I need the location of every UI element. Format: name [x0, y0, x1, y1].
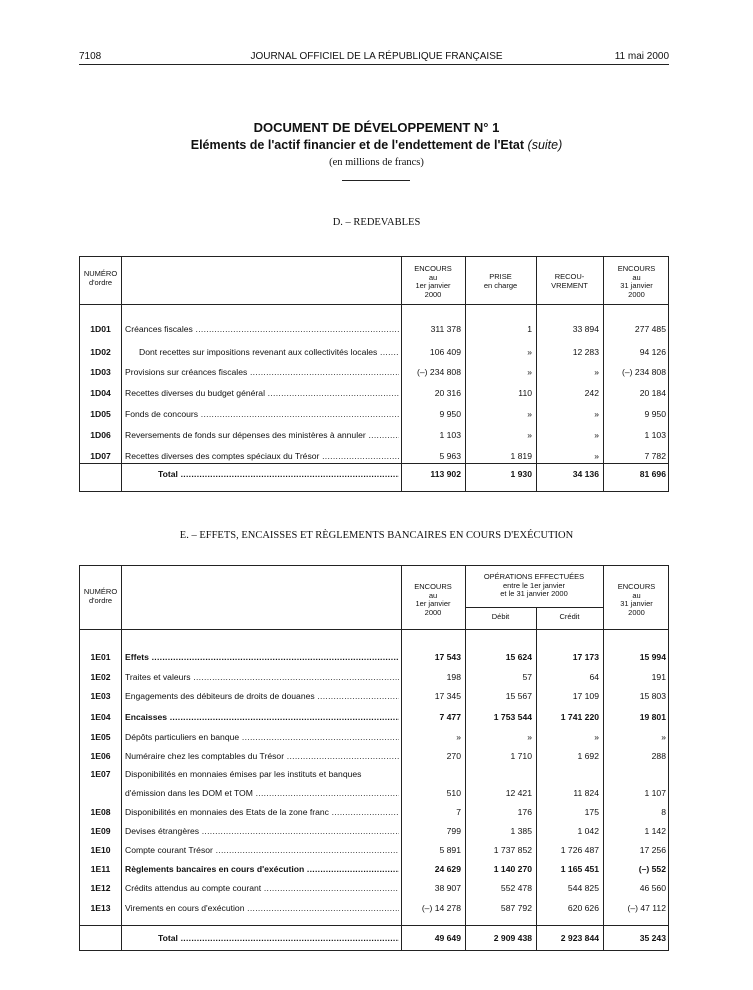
- table-row: [80, 825, 668, 838]
- cell-a: 24 629: [434, 864, 461, 874]
- cell-c: »: [594, 732, 599, 742]
- col-header-encours-debut: ENCOURS au 1er janvier 2000: [414, 582, 452, 617]
- cell-label: Dont recettes sur impositions revenant aux collectivités locales .....: [139, 346, 399, 359]
- cell-c: 33 894: [572, 324, 599, 334]
- cell-d: 1 107: [644, 788, 666, 798]
- cell-code: 1E06: [90, 751, 111, 761]
- cell-label: Crédits attendus au compte courant .....: [125, 882, 399, 895]
- cell-code: 1D05: [90, 409, 111, 419]
- cell-b: »: [527, 409, 532, 419]
- cell-label: Disponibilités en monnaies des Etats de la zone franc .....: [125, 806, 399, 819]
- cell-a: 17 543: [434, 652, 461, 662]
- cell-d: 1 142: [644, 826, 666, 836]
- cell-label: Fonds de concours .....: [125, 408, 399, 421]
- col-header-numero: NUMÉRO d'ordre: [83, 587, 118, 605]
- cell-code: 1D06: [90, 430, 111, 440]
- cell-label: Compte courant Trésor .....: [125, 844, 399, 857]
- subtitle-suffix: (suite): [527, 138, 563, 152]
- cell-b: 2 909 438: [493, 933, 532, 943]
- cell-label: Traites et valeurs .....: [125, 671, 399, 684]
- cell-c: 12 283: [572, 347, 599, 357]
- cell-code: 1D01: [90, 324, 111, 334]
- cell-b: »: [527, 430, 532, 440]
- table-row: [80, 806, 668, 819]
- section-e-heading: E. – EFFETS, ENCAISSES ET RÈGLEMENTS BANCAIRES EN COURS D'EXÉCUTION: [179, 530, 574, 541]
- cell-label: Numéraire chez les comptables du Trésor .....: [125, 750, 399, 763]
- title-rule: [342, 180, 410, 181]
- cell-c: 1 726 487: [560, 845, 599, 855]
- table-row: [80, 408, 668, 421]
- table-row: [80, 651, 668, 664]
- col-header-credit: Crédit: [559, 612, 580, 621]
- table-row: [80, 882, 668, 895]
- cell-c: 64: [589, 672, 599, 682]
- cell-label: Règlements bancaires en cours d'exécution .....: [125, 863, 399, 876]
- page-number: 7108: [79, 51, 102, 62]
- table-row: [80, 768, 668, 781]
- cell-code: 1E10: [90, 845, 111, 855]
- cell-a: 113 902: [430, 469, 461, 479]
- cell-d: 277 485: [634, 324, 666, 334]
- cell-a: 20 316: [434, 388, 461, 398]
- cell-d: 8: [661, 807, 666, 817]
- total-divider: [80, 925, 668, 926]
- cell-b: 1 819: [510, 451, 532, 461]
- cell-b: »: [527, 732, 532, 742]
- table-row: [80, 387, 668, 400]
- subtitle-main: Eléments de l'actif financier et de l'endettement de l'Etat: [190, 138, 525, 152]
- cell-d: 15 803: [639, 691, 666, 701]
- cell-b: 15 624: [505, 652, 532, 662]
- col-header-encours-fin: ENCOURS au 31 janvier 2000: [617, 264, 656, 299]
- col-header-encours-debut: ENCOURS au 1er janvier 2000: [414, 264, 452, 299]
- cell-c: 544 825: [567, 883, 599, 893]
- cell-c: 11 824: [573, 788, 599, 798]
- cell-c: 17 109: [572, 691, 599, 701]
- cell-c: 2 923 844: [560, 933, 599, 943]
- cell-a: 311 378: [430, 324, 461, 334]
- cell-label: Recettes diverses du budget général .....: [125, 387, 399, 400]
- cell-code: 1D03: [90, 367, 111, 377]
- cell-code: 1E01: [90, 652, 111, 662]
- cell-label: Encaisses .....: [125, 711, 399, 724]
- table-row: [80, 902, 668, 915]
- total-row: [80, 932, 668, 945]
- cell-d: 19 801: [639, 712, 666, 722]
- cell-b: »: [527, 367, 532, 377]
- units-note: (en millions de francs): [329, 157, 424, 168]
- cell-d: 1 103: [644, 430, 666, 440]
- publication-date: 11 mai 2000: [614, 51, 669, 62]
- cell-label: Disponibilités en monnaies émises par les instituts et banques: [125, 769, 362, 779]
- cell-label: Créances fiscales .....: [125, 323, 399, 336]
- cell-a: (–) 234 808: [417, 367, 461, 377]
- cell-a: 198: [446, 672, 461, 682]
- cell-d: 94 126: [639, 347, 666, 357]
- ops-divider: [465, 607, 603, 608]
- cell-label: Reversements de fonds sur dépenses des ministères à annuler .....: [125, 429, 399, 442]
- effets-table: [79, 565, 669, 951]
- journal-title: JOURNAL OFFICIEL DE LA RÉPUBLIQUE FRANÇAISE: [250, 51, 503, 62]
- cell-b: 1 930: [510, 469, 532, 479]
- header-divider: [80, 304, 668, 305]
- cell-d: »: [661, 732, 666, 742]
- cell-a: 5 963: [439, 451, 461, 461]
- cell-b: 587 792: [500, 903, 532, 913]
- cell-code: 1E11: [90, 864, 111, 874]
- cell-a: 9 950: [439, 409, 461, 419]
- total-divider: [80, 463, 668, 464]
- cell-a: »: [456, 732, 461, 742]
- cell-a: 1 103: [439, 430, 461, 440]
- cell-c: 175: [584, 807, 599, 817]
- cell-code: 1D04: [90, 388, 111, 398]
- cell-d: 9 950: [644, 409, 666, 419]
- cell-code: 1E12: [90, 883, 111, 893]
- cell-label: Devises étrangères .....: [125, 825, 399, 838]
- cell-a: 106 409: [429, 347, 461, 357]
- table-row: [80, 346, 668, 359]
- cell-d: 20 184: [639, 388, 666, 398]
- cell-d: 81 696: [639, 469, 666, 479]
- cell-code: 1E03: [90, 691, 111, 701]
- table-row: [80, 787, 668, 800]
- cell-label: Engagements des débiteurs de droits de douanes .....: [125, 690, 399, 703]
- col-header-recouvrement: RECOU- VREMENT: [551, 272, 588, 290]
- cell-c: »: [594, 409, 599, 419]
- cell-a: 38 907: [434, 883, 461, 893]
- cell-d: (–) 47 112: [627, 903, 666, 913]
- cell-code: 1E09: [90, 826, 111, 836]
- cell-c: »: [594, 367, 599, 377]
- cell-a: 7 477: [439, 712, 461, 722]
- table-row: [80, 450, 668, 463]
- cell-d: 17 256: [639, 845, 666, 855]
- cell-b: 1 710: [510, 751, 532, 761]
- cell-code: 1E05: [90, 732, 111, 742]
- cell-d: (–) 234 808: [622, 367, 666, 377]
- table-row: [80, 863, 668, 876]
- cell-a: (–) 14 278: [421, 903, 461, 913]
- cell-a: 7: [456, 807, 461, 817]
- cell-b: 12 421: [505, 788, 532, 798]
- table-row: [80, 711, 668, 724]
- cell-a: 5 891: [439, 845, 461, 855]
- cell-c: 620 626: [567, 903, 599, 913]
- cell-c: 1 692: [577, 751, 599, 761]
- cell-label: Dépôts particuliers en banque .....: [125, 731, 399, 744]
- cell-c: 17 173: [572, 652, 599, 662]
- cell-code: 1E13: [90, 903, 111, 913]
- cell-c: 242: [584, 388, 599, 398]
- cell-d: 15 994: [639, 652, 666, 662]
- cell-a: 510: [446, 788, 461, 798]
- cell-code: 1E04: [90, 712, 111, 722]
- cell-b: 15 567: [505, 691, 532, 701]
- cell-d: 46 560: [639, 883, 666, 893]
- cell-b: 552 478: [500, 883, 532, 893]
- cell-code: 1E02: [90, 672, 111, 682]
- table-row: [80, 366, 668, 379]
- section-d-heading: D. – REDEVABLES: [332, 217, 421, 228]
- cell-b: »: [527, 347, 532, 357]
- cell-c: 1 042: [577, 826, 599, 836]
- cell-code: 1E08: [90, 807, 111, 817]
- cell-b: 57: [522, 672, 532, 682]
- cell-code: 1E07: [90, 769, 111, 779]
- cell-c: 1 165 451: [560, 864, 599, 874]
- cell-b: 1 737 852: [493, 845, 532, 855]
- table-row: [80, 690, 668, 703]
- cell-b: 1 385: [510, 826, 532, 836]
- cell-label: Virements en cours d'exécution .....: [125, 902, 399, 915]
- col-header-debit: Débit: [491, 612, 510, 621]
- cell-d: 35 243: [639, 933, 666, 943]
- cell-c: 34 136: [572, 469, 599, 479]
- cell-b: 1: [527, 324, 532, 334]
- table-row: [80, 750, 668, 763]
- document-subtitle: [0, 138, 753, 152]
- cell-a: 799: [446, 826, 461, 836]
- cell-label: Recettes diverses des comptes spéciaux du Trésor .....: [125, 450, 399, 463]
- cell-b: 1 140 270: [493, 864, 532, 874]
- cell-code: 1D02: [90, 347, 111, 357]
- cell-c: 1 741 220: [560, 712, 599, 722]
- table-row: [80, 671, 668, 684]
- col-header-encours-fin: ENCOURS au 31 janvier 2000: [617, 582, 656, 617]
- cell-label: Total .....: [158, 932, 399, 945]
- cell-b: 176: [517, 807, 532, 817]
- cell-label: d'émission dans les DOM et TOM .....: [125, 787, 399, 800]
- document-title: DOCUMENT DE DÉVELOPPEMENT N° 1: [253, 120, 500, 135]
- cell-label: Effets .....: [125, 651, 399, 664]
- col-header-numero: NUMÉRO d'ordre: [83, 269, 118, 287]
- col-header-prise-en-charge: PRISE en charge: [483, 272, 518, 290]
- cell-code: 1D07: [90, 451, 111, 461]
- table-row: [80, 323, 668, 336]
- header-rule: [79, 64, 669, 65]
- cell-d: (–) 552: [638, 864, 666, 874]
- cell-c: »: [594, 430, 599, 440]
- col-header-operations: OPÉRATIONS EFFECTUÉES entre le 1er janvier et le 31 janvier 2000: [483, 572, 585, 598]
- cell-a: 270: [446, 751, 461, 761]
- cell-d: 7 782: [644, 451, 666, 461]
- cell-b: 110: [518, 388, 532, 398]
- redevables-table: [79, 256, 669, 492]
- cell-d: 288: [651, 751, 666, 761]
- total-row: [80, 468, 668, 481]
- cell-a: 17 345: [434, 691, 461, 701]
- header-divider: [80, 629, 668, 630]
- cell-label: Total .....: [158, 468, 399, 481]
- cell-c: »: [594, 451, 599, 461]
- table-row: [80, 429, 668, 442]
- cell-d: 191: [651, 672, 666, 682]
- cell-b: 1 753 544: [493, 712, 532, 722]
- table-row: [80, 731, 668, 744]
- cell-label: Provisions sur créances fiscales .....: [125, 366, 399, 379]
- table-row: [80, 844, 668, 857]
- cell-a: 49 649: [434, 933, 461, 943]
